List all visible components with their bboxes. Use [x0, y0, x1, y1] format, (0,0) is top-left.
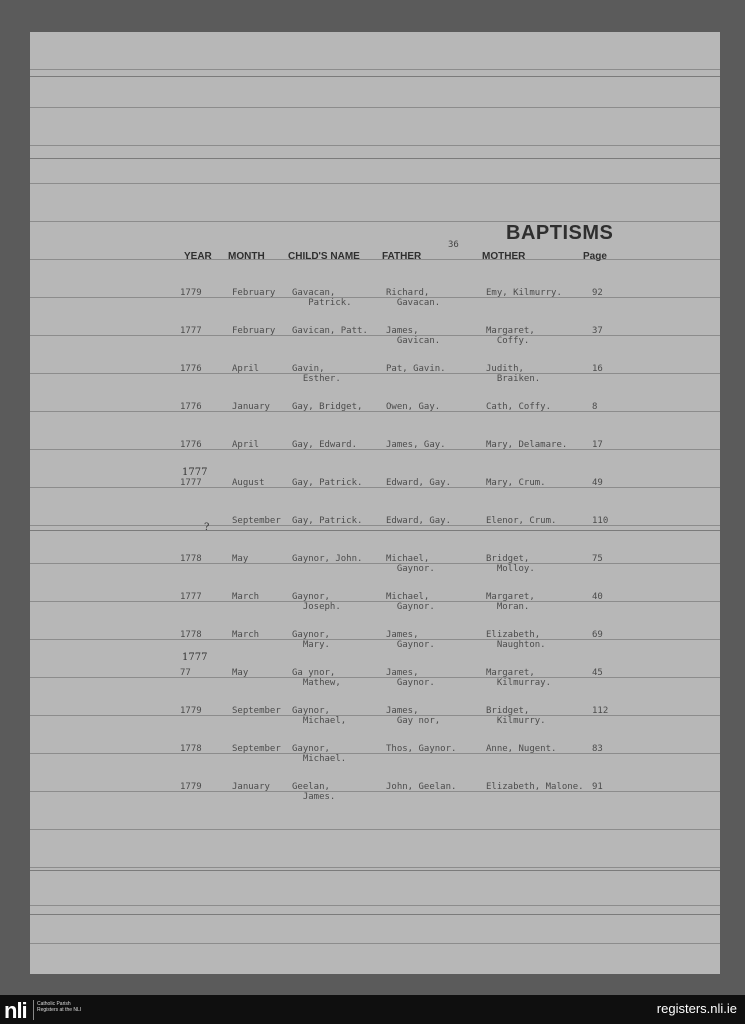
- row-mother: Elenor, Crum.: [486, 516, 557, 526]
- row-page: 16: [592, 364, 603, 374]
- logo-caption: Catholic Parish Registers at the NLI: [37, 1001, 82, 1013]
- page-heading: BAPTISMS: [506, 222, 614, 244]
- row-child-name: Gaynor, Michael,: [292, 706, 347, 726]
- row-page: 40: [592, 592, 603, 602]
- row-month: January: [232, 782, 270, 792]
- row-page: 110: [592, 516, 609, 526]
- row-father: James, Gavican.: [386, 326, 441, 346]
- row-month: September: [232, 516, 281, 526]
- row-father: Pat, Gavin.: [386, 364, 446, 374]
- row-mother: Judith, Braiken.: [486, 364, 541, 384]
- row-mother: Bridget, Kilmurry.: [486, 706, 546, 726]
- row-mother: Margaret, Moran.: [486, 592, 535, 612]
- row-child-name: Gaynor, John.: [292, 554, 363, 564]
- row-year: 1777: [180, 592, 202, 602]
- row-mother: Emy, Kilmurry.: [486, 288, 562, 298]
- row-page: 37: [592, 326, 603, 336]
- row-child-name: Gavacan, Patrick.: [292, 288, 352, 308]
- row-child-name: Gay, Patrick.: [292, 516, 363, 526]
- row-mother: Anne, Nugent.: [486, 744, 557, 754]
- row-father: Edward, Gay.: [386, 478, 452, 488]
- page-number: 36: [448, 240, 459, 250]
- row-mother: Elizabeth, Naughton.: [486, 630, 546, 650]
- row-month: March: [232, 592, 260, 602]
- col-child-header: CHILD'S NAME: [288, 251, 360, 262]
- row-father: James, Gaynor.: [386, 668, 435, 688]
- register-page: [30, 32, 720, 974]
- row-page: 112: [592, 706, 609, 716]
- row-year: 1776: [180, 364, 202, 374]
- logo-divider: [33, 1000, 34, 1020]
- row-page: 49: [592, 478, 603, 488]
- row-page: 8: [592, 402, 598, 412]
- row-mother: Mary, Delamare.: [486, 440, 568, 450]
- col-father-header: FATHER: [382, 251, 422, 262]
- row-child-name: Gaynor, Michael.: [292, 744, 347, 764]
- row-page: 45: [592, 668, 603, 678]
- row-child-name: Gay, Edward.: [292, 440, 358, 450]
- col-month-header: MONTH: [228, 251, 265, 262]
- row-father: John, Geelan.: [386, 782, 457, 792]
- col-year-header: YEAR: [184, 251, 212, 262]
- row-mother: Cath, Coffy.: [486, 402, 552, 412]
- row-father: Owen, Gay.: [386, 402, 441, 412]
- row-month: April: [232, 440, 260, 450]
- row-year: 1776: [180, 402, 202, 412]
- row-month: September: [232, 744, 281, 754]
- col-page-header: Page: [583, 251, 607, 262]
- row-year: 1779: [180, 706, 202, 716]
- row-father: Thos, Gaynor.: [386, 744, 457, 754]
- row-month: February: [232, 326, 276, 336]
- row-year: 1778: [180, 744, 202, 754]
- row-father: James, Gay.: [386, 440, 446, 450]
- footer-bar: [0, 995, 745, 1024]
- row-year: 1777: [180, 326, 202, 336]
- handwritten-note: 1777: [182, 467, 208, 478]
- row-mother: Elizabeth, Malone.: [486, 782, 584, 792]
- row-mother: Bridget, Molloy.: [486, 554, 535, 574]
- row-page: 69: [592, 630, 603, 640]
- row-child-name: Gaynor, Mary.: [292, 630, 330, 650]
- row-father: Michael, Gaynor.: [386, 592, 435, 612]
- row-father: Michael, Gaynor.: [386, 554, 435, 574]
- row-mother: Margaret, Coffy.: [486, 326, 535, 346]
- col-mother-header: MOTHER: [482, 251, 526, 262]
- row-month: January: [232, 402, 270, 412]
- site-link[interactable]: registers.nli.ie: [656, 1001, 737, 1016]
- row-mother: Margaret, Kilmurray.: [486, 668, 552, 688]
- row-page: 92: [592, 288, 603, 298]
- row-page: 91: [592, 782, 603, 792]
- row-father: Richard, Gavacan.: [386, 288, 441, 308]
- row-year: 1777: [180, 478, 202, 488]
- row-year: 1779: [180, 288, 202, 298]
- rule-line: [30, 870, 720, 871]
- row-year: 1779: [180, 782, 202, 792]
- row-father: Edward, Gay.: [386, 516, 452, 526]
- row-month: February: [232, 288, 276, 298]
- row-month: May: [232, 554, 249, 564]
- row-month: March: [232, 630, 260, 640]
- row-child-name: Gay, Patrick.: [292, 478, 363, 488]
- row-page: 17: [592, 440, 603, 450]
- row-year: 77: [180, 668, 191, 678]
- rule-line: [30, 914, 720, 915]
- row-mother: Mary, Crum.: [486, 478, 546, 488]
- handwritten-note: 1777: [182, 652, 208, 663]
- row-child-name: Geelan, James.: [292, 782, 336, 802]
- row-father: James, Gaynor.: [386, 630, 435, 650]
- row-child-name: Ga ynor, Mathew,: [292, 668, 341, 688]
- row-father: James, Gay nor,: [386, 706, 441, 726]
- row-year: 1778: [180, 630, 202, 640]
- row-child-name: Gaynor, Joseph.: [292, 592, 341, 612]
- handwritten-note: ?: [204, 522, 210, 533]
- row-year: 1778: [180, 554, 202, 564]
- row-child-name: Gavin, Esther.: [292, 364, 341, 384]
- row-month: May: [232, 668, 249, 678]
- rule-line: [30, 530, 720, 531]
- row-month: September: [232, 706, 281, 716]
- row-child-name: Gay, Bridget,: [292, 402, 363, 412]
- row-month: August: [232, 478, 265, 488]
- row-page: 75: [592, 554, 603, 564]
- nli-logo: nli: [4, 998, 27, 1023]
- row-page: 83: [592, 744, 603, 754]
- row-child-name: Gavican, Patt.: [292, 326, 368, 336]
- row-year: 1776: [180, 440, 202, 450]
- rule-line: [30, 158, 720, 159]
- row-month: April: [232, 364, 260, 374]
- rule-line: [30, 76, 720, 77]
